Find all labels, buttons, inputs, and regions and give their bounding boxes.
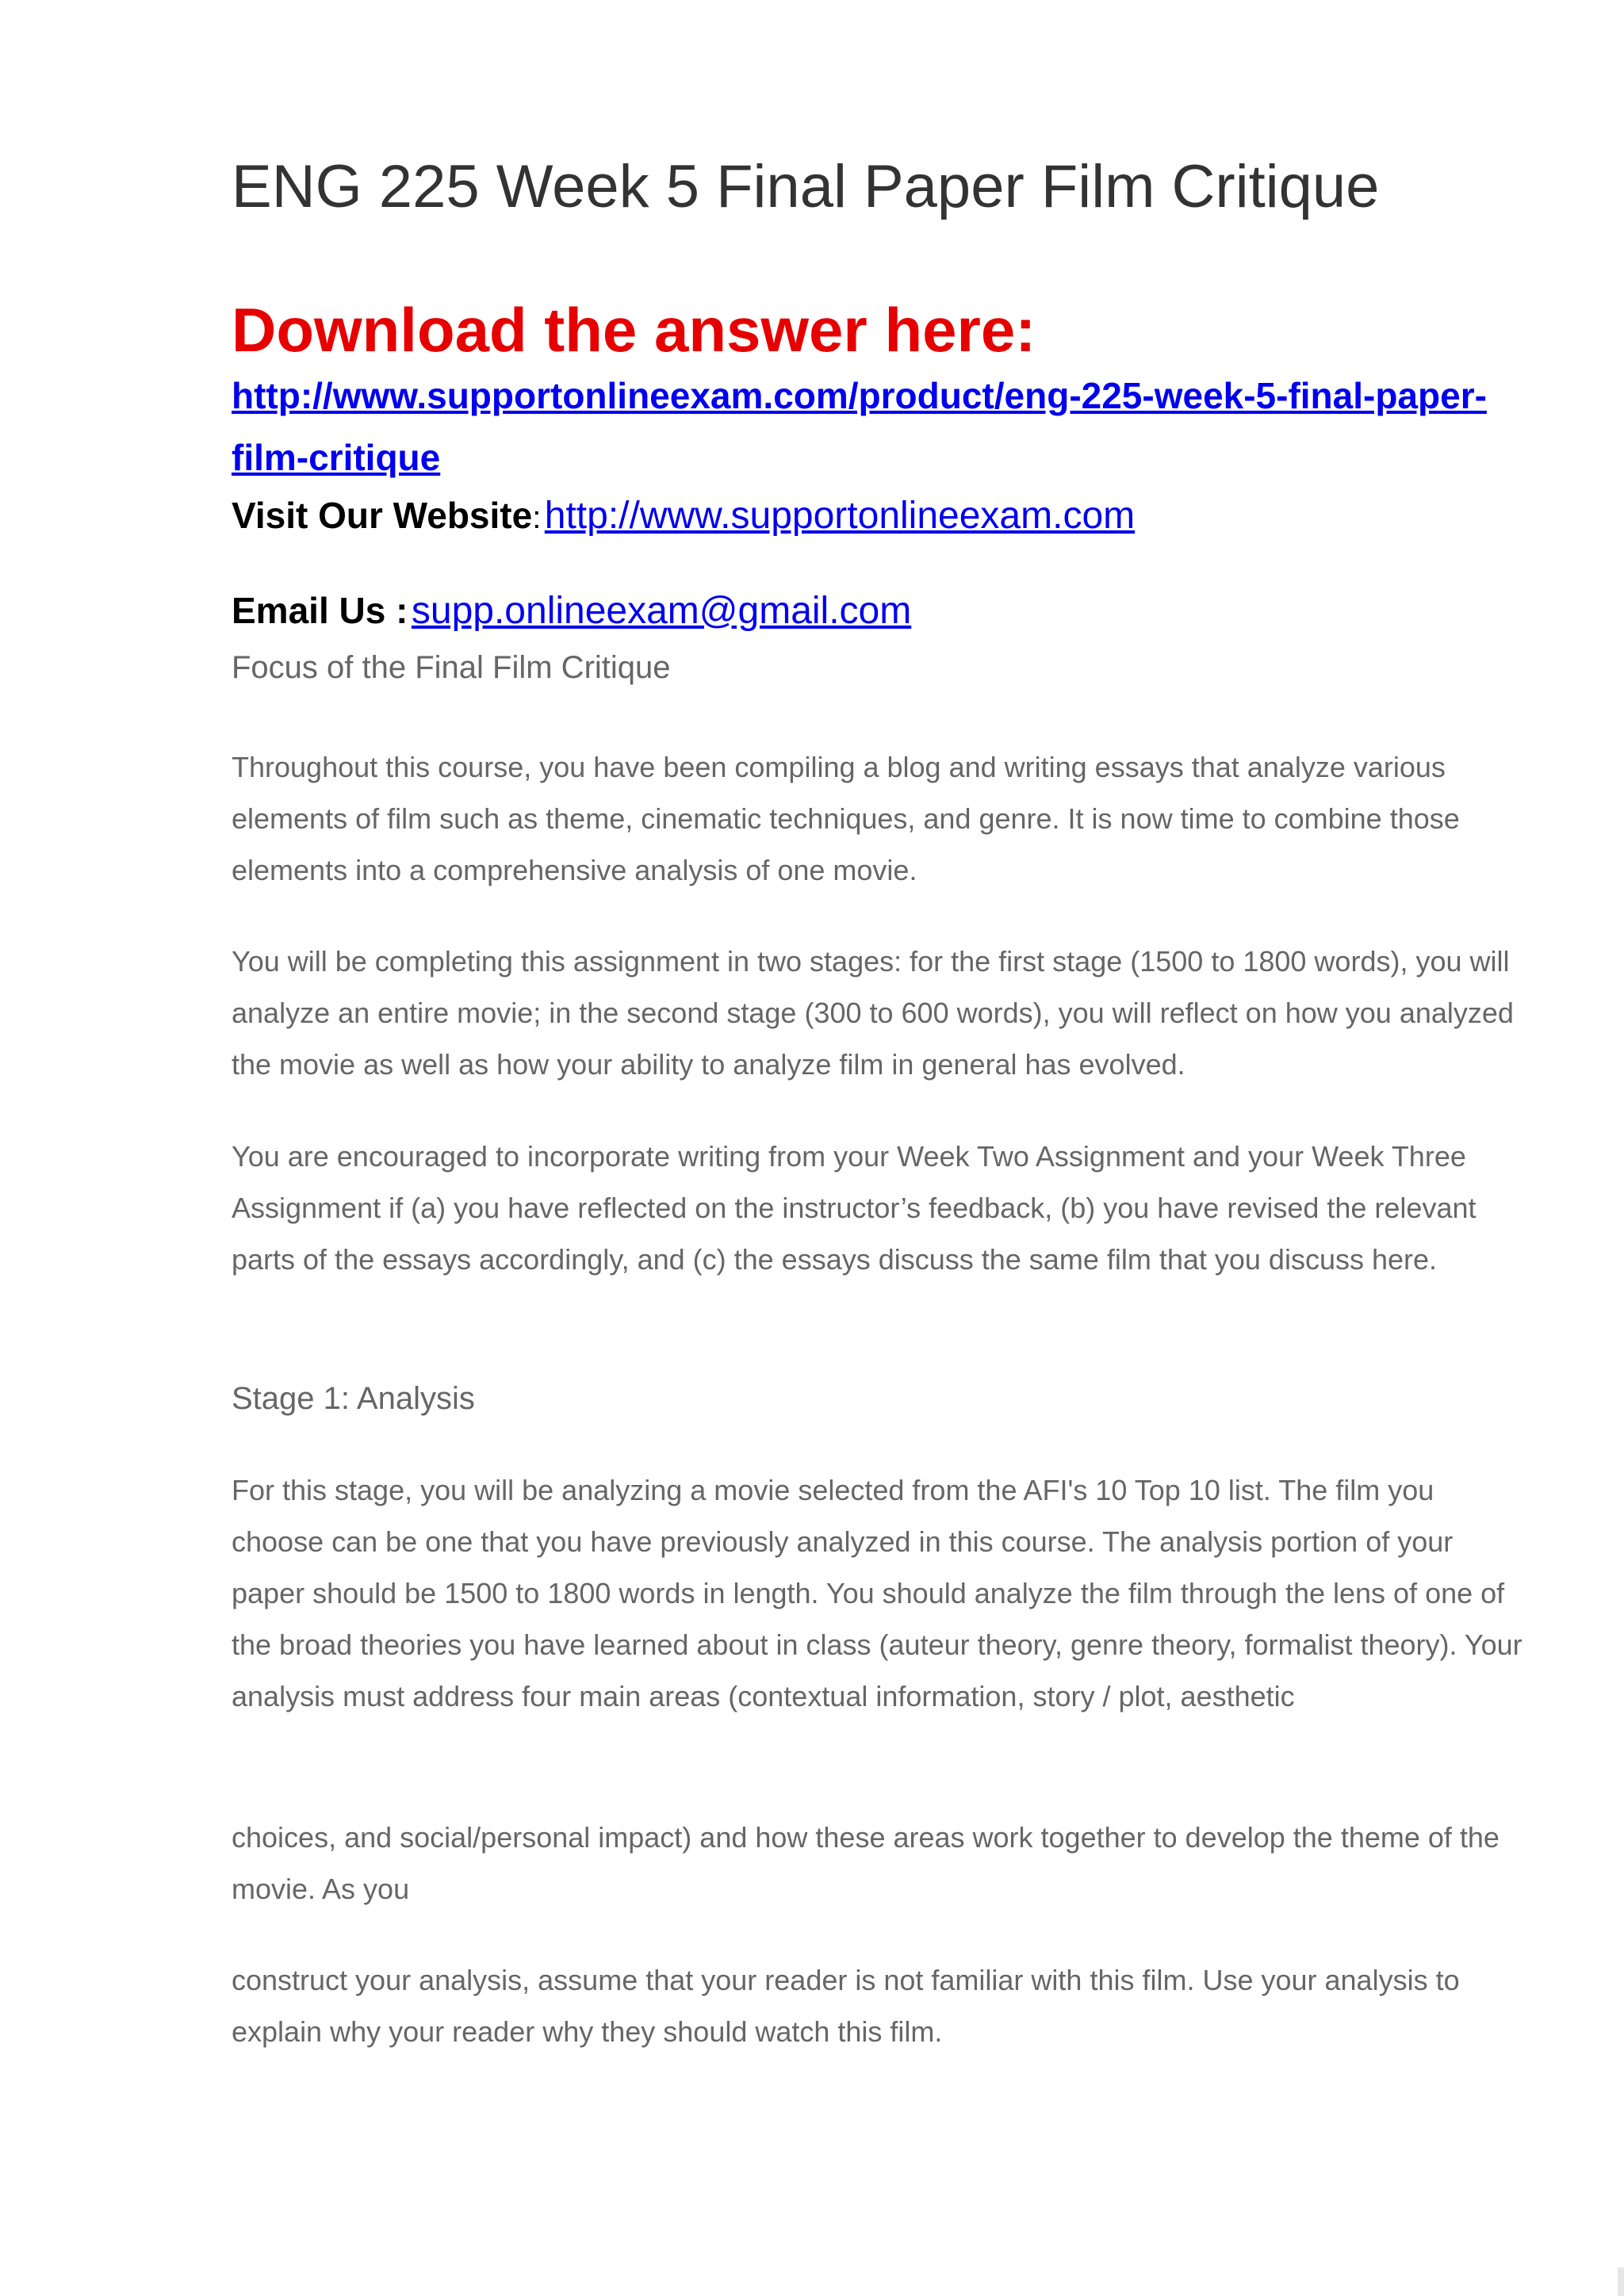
download-heading: Download the answer here: xyxy=(232,295,1036,365)
website-label: Visit Our Website xyxy=(232,495,533,536)
paragraph-intro: Throughout this course, you have been compiling a blog and writing essays that analyze various elements of film such as theme, cinematic techniques, and genre. It is now time to combine those elements into a comprehensive analysis of one movie. xyxy=(232,751,1460,886)
email-row xyxy=(232,588,911,634)
website-row xyxy=(232,493,1135,539)
paragraph-encouraged: You are encouraged to incorporate writing from your Week Two Assignment and your Week Three Assignment if (a) you have reflected on the instructor’s feedback, (b) you have revised the relevant parts of the essays accordingly, and (c) the essays discuss the same film that you discuss here. xyxy=(232,1140,1477,1276)
focus-heading: Focus of the Final Film Critique xyxy=(232,650,671,685)
paragraph-stage-choices: choices, and social/personal impact) and how these areas work together to develop the theme of the movie. As you xyxy=(232,1821,1500,1905)
email-link[interactable]: supp.onlineexam@gmail.com xyxy=(411,590,912,632)
website-link[interactable]: http://www.supportonlineexam.com xyxy=(544,495,1136,537)
paragraph-stage-analysis: For this stage, you will be analyzing a movie selected from the AFI's 10 Top 10 list. The film you choose can be one that you have previously analyzed in this course. The analysis portion of your paper should be 1500 to 1800 words in length. You should analyze the film through the lens of one of the broad theories you have learned about in class (auteur theory, genre theory, formalist theory). Your analysis must address four main areas (contextual information, story / plot, aesthetic xyxy=(232,1474,1522,1712)
paragraph-stages: You will be completing this assignment in two stages: for the first stage (1500 to 1800 words), you will analyze an entire movie; in the second stage (300 to 600 words), you will reflect on how you analyzed the movie as well as how your ability to analyze film in general has evolved. xyxy=(232,945,1514,1081)
paragraph-stage-construct: construct your analysis, assume that your reader is not familiar with this film. Use your analysis to explain why your reader why they should watch this film. xyxy=(232,1964,1460,2048)
stage-heading: Stage 1: Analysis xyxy=(232,1381,475,1416)
website-separator: : xyxy=(532,500,542,535)
page-edge-divider xyxy=(1618,2267,1624,2296)
download-link[interactable]: http://www.supportonlineexam.com/product/eng-225-week-5-final-paper-film-critique xyxy=(232,375,1487,478)
email-label: Email Us : xyxy=(232,590,408,631)
page-title: ENG 225 Week 5 Final Paper Film Critique xyxy=(232,153,1380,220)
